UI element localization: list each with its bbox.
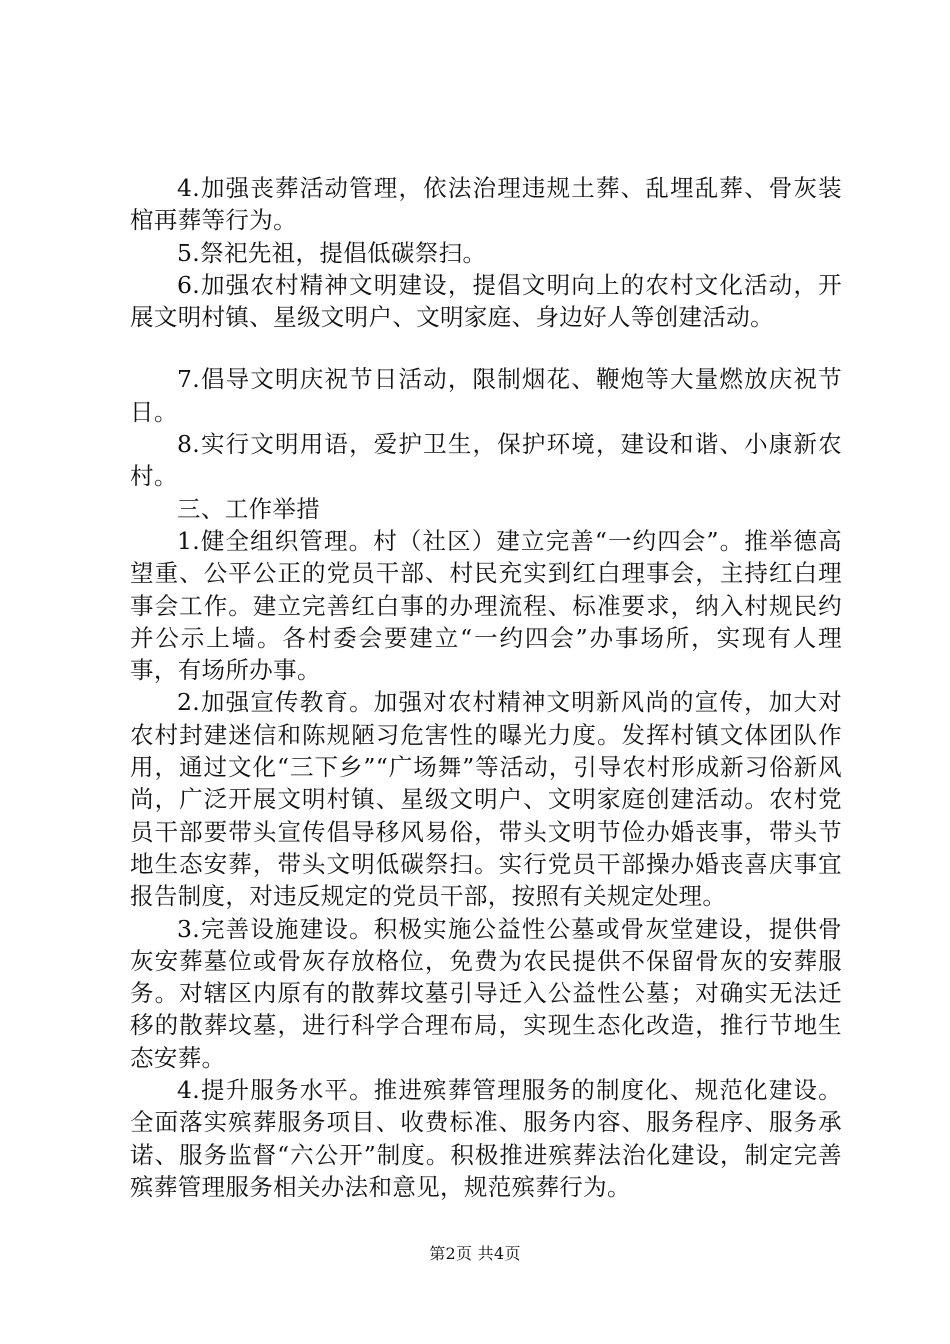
paragraph-item-6-civilization: 6.加强农村精神文明建设，提倡文明向上的农村文化活动，开展文明村镇、星级文明户、文明家庭、身边好人等创建活动。 [130, 270, 842, 332]
paragraph-measure-4-service: 4.提升服务水平。推进殡葬管理服务的制度化、规范化建设。全面落实殡葬服务项目、收费标准、服务内容、服务程序、服务承诺、服务监督“六公开”制度。积极推进殡葬法治化建设，制定完善殡葬管理服务相关办法和意见，规范殡葬行为。 [130, 1076, 842, 1201]
paragraph-measure-2-education: 2.加强宣传教育。加强对农村精神文明新风尚的宣传，加大对农村封建迷信和陈规陋习危害性的曝光力度。发挥村镇文体团队作用，通过文化“三下乡”“广场舞”等活动，引导农村形成新习俗新风尚，广泛开展文明村镇、星级文明户、文明家庭创建活动。农村党员干部要带头宣传倡导移风易俗，带头文明节俭办婚丧事，带头节地生态安葬，带头文明低碳祭扫。实行党员干部操办婚丧喜庆事宜报告制度，对违反规定的党员干部，按照有关规定处理。 [130, 688, 842, 911]
section-heading-measures: 三、工作举措 [177, 494, 321, 523]
paragraph-item-5-ancestor: 5.祭祀先祖，提倡低碳祭扫。 [177, 238, 487, 267]
document-body [130, 172, 842, 1203]
paragraph-measure-1-organization: 1.健全组织管理。村（社区）建立完善“一约四会”。推举德高望重、公平公正的党员干部、村民充实到红白理事会，主持红白理事会工作。建立完善红白事的办理流程、标准要求，纳入村规民约并公示上墙。各村委会要建立“一约四会”办事场所，实现有人理事，有场所办事。 [130, 526, 842, 685]
paragraph-measure-3-facilities: 3.完善设施建设。积极实施公益性公墓或骨灰堂建设，提供骨灰安葬墓位或骨灰存放格位，免费为农民提供不保留骨灰的安葬服务。对辖区内原有的散葬坟墓引导迁入公益性公墓；对确实无法迁移的散葬坟墓，进行科学合理布局，实现生态化改造，推行节地生态安葬。 [130, 914, 842, 1072]
paragraph-item-4-funeral: 4.加强丧葬活动管理，依法治理违规土葬、乱埋乱葬、骨灰装棺再葬等行为。 [130, 174, 842, 235]
page-number-footer: 第2页 共4页 [429, 1244, 521, 1263]
paragraph-item-7-festival: 7.倡导文明庆祝节日活动，限制烟花、鞭炮等大量燃放庆祝节日。 [130, 365, 842, 426]
paragraph-item-8-language: 8.实行文明用语，爱护卫生，保护环境，建设和谐、小康新农村。 [130, 430, 842, 491]
